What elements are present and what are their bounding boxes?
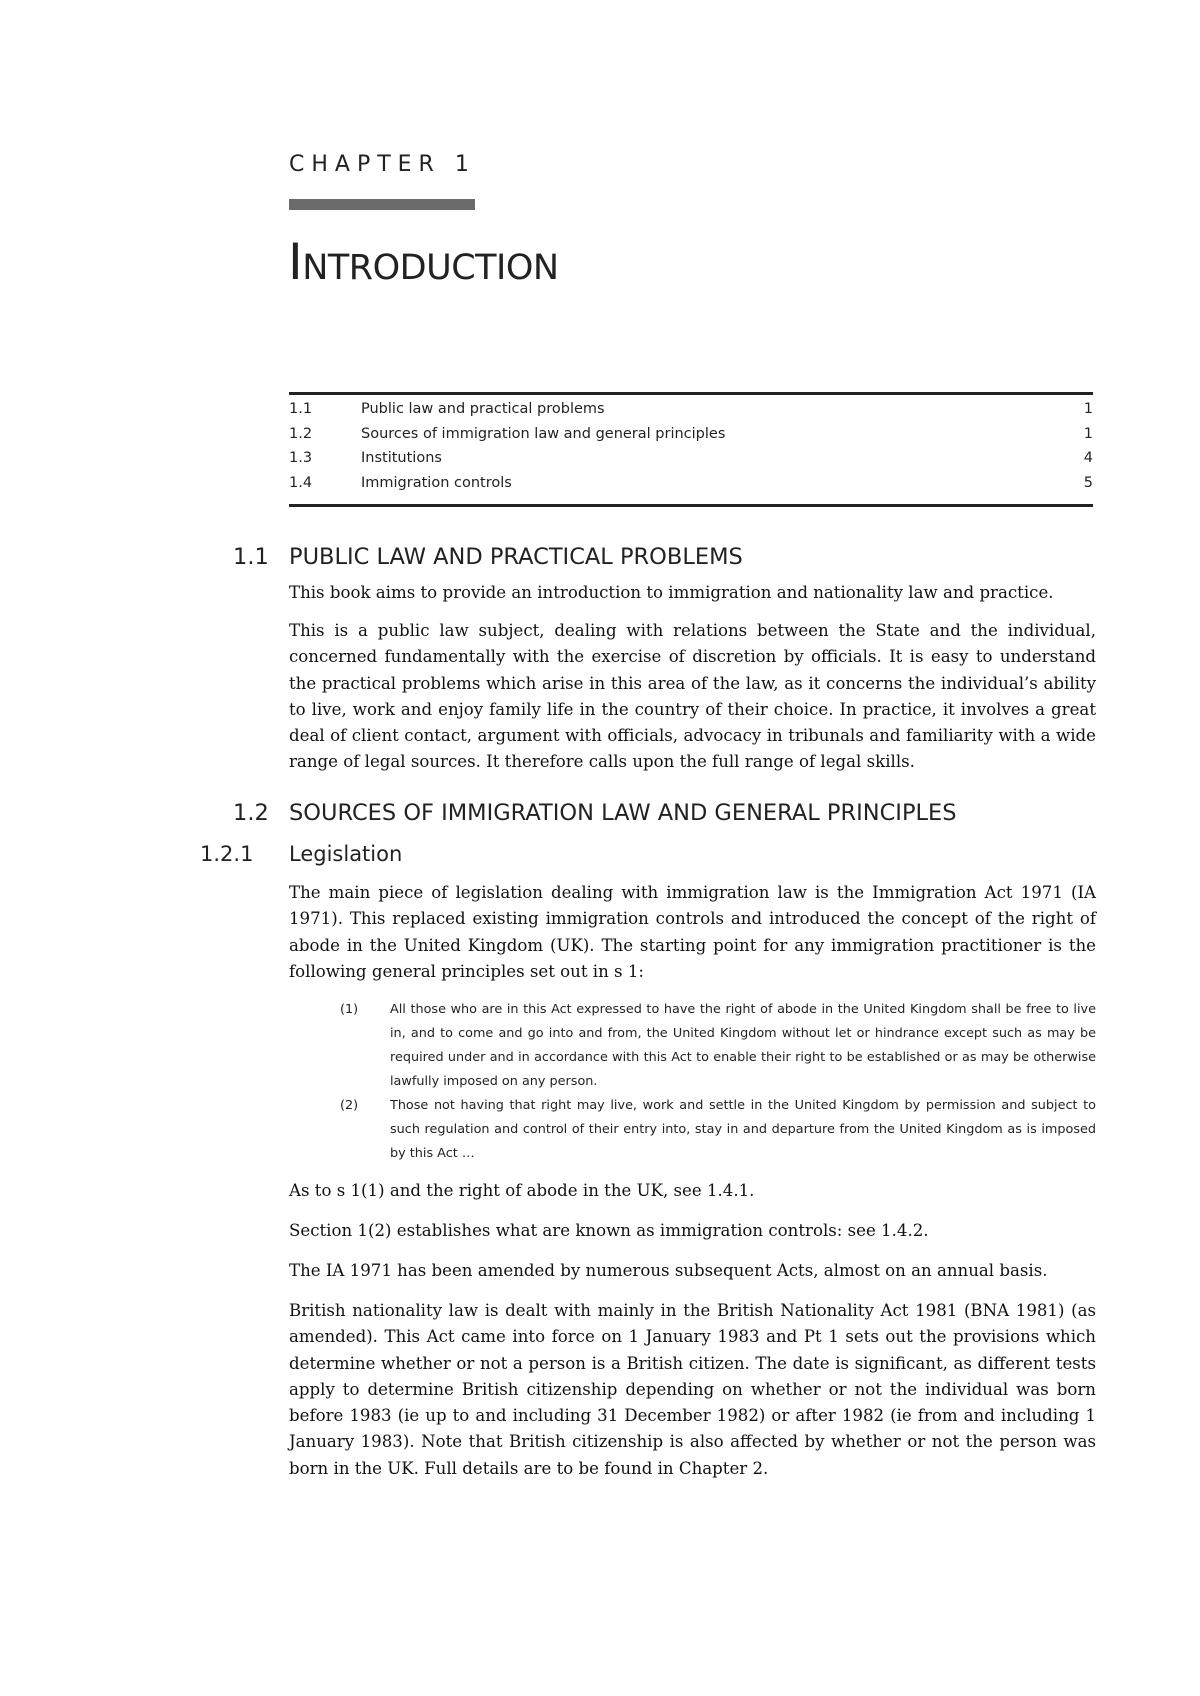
quote-text: Those not having that right may live, work and settle in the United Kingdom by permission and subject to such regulation and control of their entry into, stay in and departure from the United Kingdom as is imposed by this Act … bbox=[390, 1098, 1096, 1161]
quote-item bbox=[340, 998, 1096, 1094]
subsection-title: Legislation bbox=[289, 842, 403, 866]
toc-number: 1.1 bbox=[289, 401, 313, 417]
toc-number: 1.3 bbox=[289, 450, 313, 466]
toc-row[interactable] bbox=[289, 450, 1093, 475]
chapter-label: CHAPTER 1 bbox=[289, 152, 476, 177]
toc-title: Sources of immigration law and general principles bbox=[361, 425, 726, 442]
toc-page: 5 bbox=[1083, 474, 1093, 491]
body-paragraph: British nationality law is dealt with mainly in the British Nationality Act 1981 (BNA 1981) (as amended). This Act came into force on 1 January 1983 and Pt 1 sets out the provisions which determine whether or not a person is a British citizen. The date is significant, as different tests apply to determine British citizenship depending on whether or not the individual was born before 1983 (ie up to and including 31 December 1982) or after 1982 (ie from and including 1 January 1983). Note that British citizenship is also affected by whether or not the person was born in the UK. Full details are to be found in Chapter 2. bbox=[289, 1301, 1096, 1478]
toc-number: 1.4 bbox=[289, 474, 313, 491]
toc-page: 1 bbox=[1083, 425, 1093, 442]
body-paragraph: The IA 1971 has been amended by numerous subsequent Acts, almost on an annual basis. bbox=[289, 1261, 1048, 1280]
body-paragraph: Section 1(2) establishes what are known as immigration controls: see 1.4.2. bbox=[289, 1221, 929, 1240]
quote-number: (1) bbox=[340, 1002, 359, 1017]
section-number: 1.2 bbox=[233, 800, 269, 826]
toc-page: 1 bbox=[1083, 401, 1093, 417]
body-paragraph: The main piece of legislation dealing with immigration law is the Immigration Act 1971 (IA 1971). This replaced existing immigration controls and introduced the concept of the right of abode in the United Kingdom (UK). The starting point for any immigration practitioner is the following general principles set out in s 1: bbox=[289, 883, 1096, 981]
section-heading-1-2 bbox=[200, 800, 957, 826]
body-paragraph: As to s 1(1) and the right of abode in the UK, see 1.4.1. bbox=[289, 1181, 755, 1200]
quote-text: All those who are in this Act expressed to have the right of abode in the United Kingdom shall be free to live in, and to come and go into and from, the United Kingdom without let or hindrance except such as may be required under and in accordance with this Act to enable their right to be established or as may be otherwise lawfully imposed on any person. bbox=[390, 1002, 1096, 1089]
toc-row[interactable] bbox=[289, 401, 1093, 426]
toc-title: Institutions bbox=[361, 450, 442, 466]
toc-row[interactable] bbox=[289, 475, 1093, 500]
toc-page: 4 bbox=[1083, 450, 1093, 466]
chapter-rule bbox=[289, 199, 475, 210]
section-title: PUBLIC LAW AND PRACTICAL PROBLEMS bbox=[289, 544, 743, 570]
toc-row[interactable] bbox=[289, 426, 1093, 451]
chapter-contents bbox=[289, 392, 1093, 507]
body-paragraph: This is a public law subject, dealing with relations between the State and the individual, concerned fundamentally with the exercise of discretion by officials. It is easy to understand the practical problems which arise in this area of the law, as it concerns the individual’s ability to live, work and enjoy family life in the country of their choice. In practice, it involves a great deal of client contact, argument with officials, advocacy in tribunals and familiarity with a wide range of legal sources. It therefore calls upon the full range of legal skills. bbox=[289, 621, 1096, 772]
section-number: 1.1 bbox=[233, 544, 269, 570]
section-title: SOURCES OF IMMIGRATION LAW AND GENERAL PRINCIPLES bbox=[289, 800, 957, 826]
toc-title: Immigration controls bbox=[361, 474, 512, 491]
section-heading-1-1 bbox=[200, 544, 743, 570]
toc-title: Public law and practical problems bbox=[361, 401, 605, 417]
body-paragraph: This book aims to provide an introduction to immigration and nationality law and practice. bbox=[289, 583, 1054, 602]
chapter-title: Introduction bbox=[288, 233, 559, 291]
toc-number: 1.2 bbox=[289, 425, 313, 442]
subsection-heading-1-2-1 bbox=[200, 842, 402, 866]
subsection-number: 1.2.1 bbox=[200, 842, 254, 866]
quote-item bbox=[340, 1094, 1096, 1166]
statute-quotation bbox=[340, 998, 1096, 1166]
quote-number: (2) bbox=[340, 1098, 359, 1113]
